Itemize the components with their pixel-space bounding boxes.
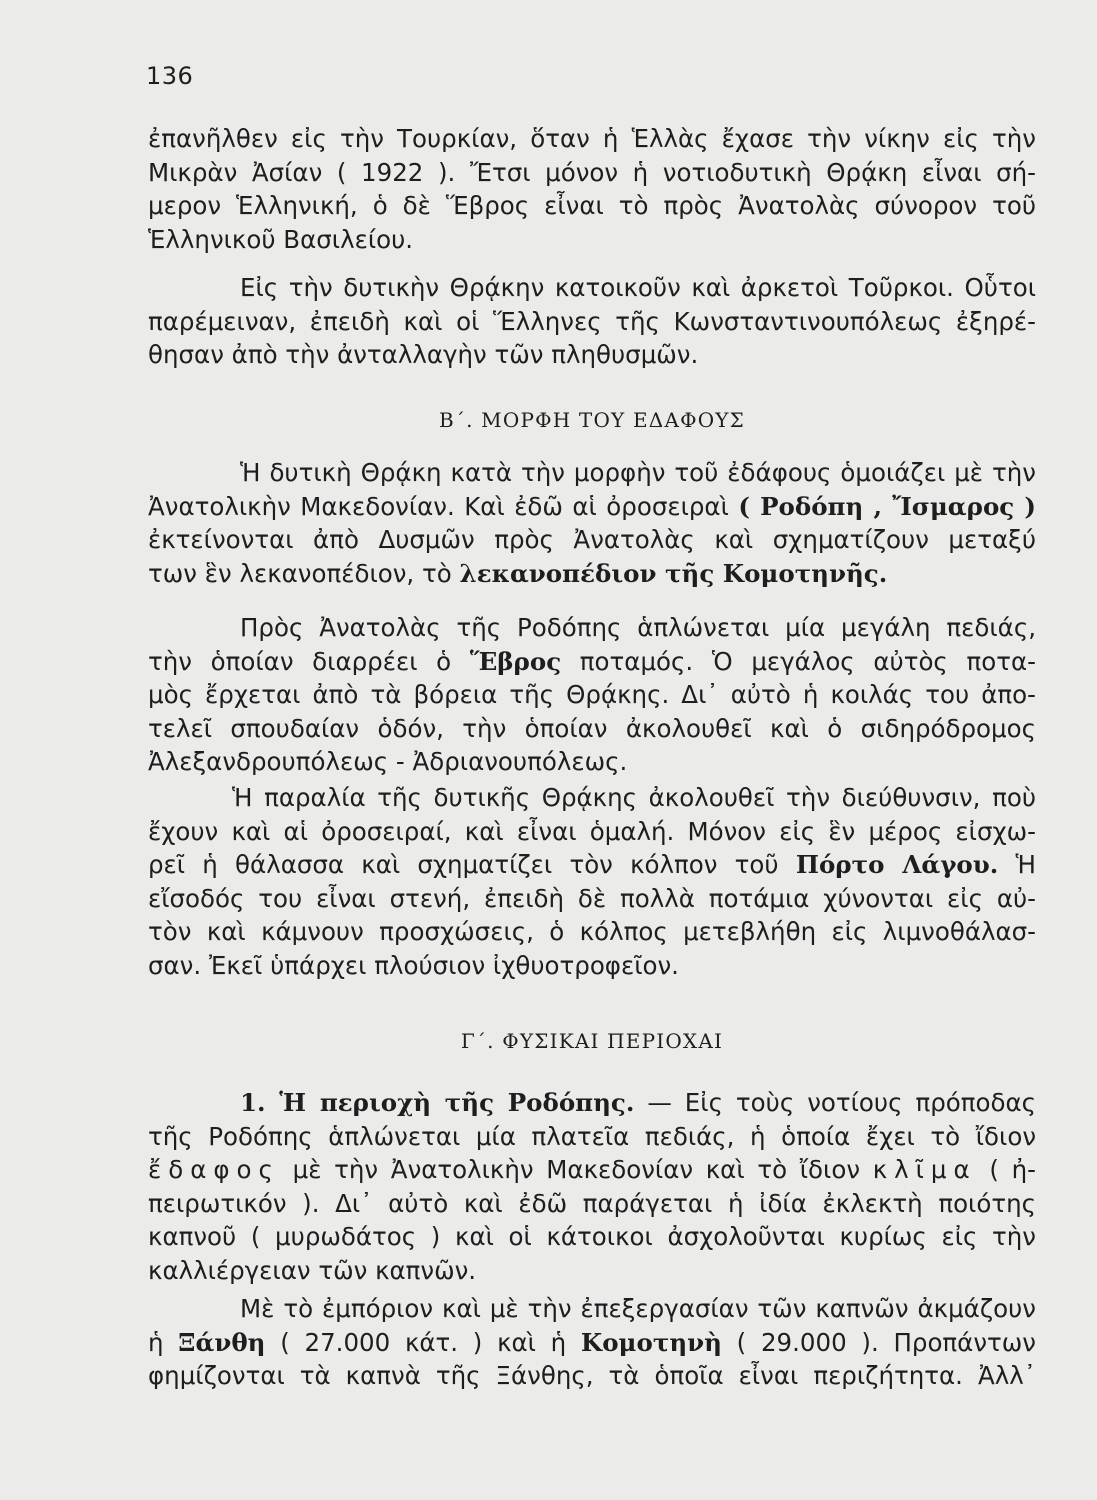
text-segment: ( 29.000 ). Προπάντων	[721, 1327, 1036, 1357]
text-line: Μὲ τὸ ἐμπόριον καὶ μὲ τὴν ἐπεξεργασίαν τῶν καπνῶν ἀκμάζουν	[240, 1294, 1036, 1323]
bold-term: λεκανοπέδιον τῆς Κομοτηνῆς.	[459, 558, 888, 588]
text-line: Ἑλληνικοῦ Βασιλείου.	[148, 224, 414, 254]
text-segment: ποταμός. Ὁ μεγάλος αὐτὸς ποτα-	[561, 646, 1036, 676]
text-line: μὸς ἔρχεται ἀπὸ τὰ βόρεια τῆς Θρᾴκης. Δι᾿ αὐτὸ ἡ κοιλάς του ἀπο-	[148, 680, 1036, 709]
bold-term: ( Ροδόπη , Ἴσμαρος )	[738, 491, 1036, 521]
text-segment: ( 27.000 κάτ. ) καὶ ἡ	[265, 1327, 581, 1357]
text-line: Ἡ δυτικὴ Θρᾴκη κατὰ τὴν μορφὴν τοῦ ἐδάφους ὁμοιάζει μὲ τὴν	[240, 458, 1036, 487]
text-line: ἐκτείνονται ἀπὸ Δυσμῶν πρὸς Ἀνατολὰς καὶ σχηματίζουν μεταξύ	[148, 525, 1036, 554]
bold-term: Ἕβρος	[469, 646, 562, 676]
text-line	[148, 557, 1036, 591]
text-segment: ( ἠ-	[976, 1155, 1036, 1184]
paragraph-3	[148, 456, 1036, 590]
text-line	[148, 848, 1036, 882]
text-line: καπνοῦ ( μυρωδάτος ) καὶ οἱ κάτοικοι ἀσχολοῦνται κυρίως εἰς τὴν	[148, 1222, 1036, 1251]
text-line: πειρωτικόν ). Δι᾿ αὐτὸ καὶ ἐδῶ παράγεται ἡ ἰδία ἐκλεκτὴ ποιότης	[148, 1188, 1036, 1218]
text-segment: — Εἰς τοὺς νοτίους πρόποδας	[634, 1088, 1036, 1117]
text-line: τὸν καὶ κάμνουν προσχώσεις, ὁ κόλπος μετεβλήθη εἰς λιμνοθάλασ-	[148, 917, 1036, 946]
text-line: ἔχουν καὶ αἱ ὀροσειραί, καὶ εἶναι ὁμαλή. Μόνον εἰς ἓν μέρος εἰσχω-	[148, 816, 1036, 846]
text-segment: ρεῖ ἡ θάλασσα καὶ σχηματίζει τὸν κόλπον τοῦ	[148, 850, 796, 879]
bold-term: Κομοτηνὴ	[580, 1327, 722, 1357]
text-line: Πρὸς Ἀνατολὰς τῆς Ροδόπης ἁπλώνεται μία μεγάλη πεδιάς,	[240, 613, 1036, 642]
paragraph-5	[148, 781, 1036, 982]
page-number: 136	[146, 62, 194, 90]
paragraph-2	[148, 271, 1036, 372]
paragraph-6	[148, 1086, 1036, 1287]
text-line	[148, 645, 1036, 679]
paragraph-4	[148, 611, 1036, 779]
text-line: Ἀλεξανδρουπόλεως - Ἀδριανουπόλεως.	[148, 747, 628, 776]
text-line: εἴσοδός του εἶναι στενή, ἐπειδὴ δὲ πολλὰ ποτάμια χύνονται εἰς αὐ-	[148, 883, 1036, 913]
paragraph-7	[148, 1292, 1036, 1393]
text-line	[148, 490, 1036, 524]
text-line: καλλιέργειαν τῶν καπνῶν.	[148, 1255, 477, 1285]
text-line: τελεῖ σπουδαίαν ὁδόν, τὴν ὁποίαν ἀκολουθεῖ καὶ ὁ σιδηρόδρομος	[148, 713, 1036, 743]
text-line: σαν. Ἐκεῖ ὑπάρχει πλούσιον ἰχθυοτροφεῖον.	[148, 950, 679, 980]
text-line	[148, 1326, 1036, 1360]
text-segment: ἡ	[148, 1327, 179, 1357]
text-line	[148, 1153, 1036, 1187]
text-line: θησαν ἀπὸ τὴν ἀνταλλαγὴν τῶν πληθυσμῶν.	[148, 340, 699, 369]
text-segment: μὲ τὴν Ἀνατολικὴν Μακεδονίαν καὶ τὸ ἴδιον	[279, 1155, 873, 1184]
text-segment: των ἓν λεκανοπέδιον, τὸ	[148, 558, 460, 588]
section-heading-c: Γ΄. ΦΥΣΙΚΑΙ ΠΕΡΙΟΧΑΙ	[460, 1029, 724, 1053]
text-line: τῆς Ροδόπης ἁπλώνεται μία πλατεῖα πεδιάς, ἡ ὁποία ἔχει τὸ ἴδιον	[148, 1121, 1036, 1151]
text-line: Ἡ παραλία τῆς δυτικῆς Θρᾴκης ἀκολουθεῖ τὴν διεύθυνσιν, ποὺ	[232, 783, 1036, 812]
text-line: μερον Ἑλληνική, ὁ δὲ Ἕβρος εἶναι τὸ πρὸς Ἀνατολὰς σύνορον τοῦ	[148, 191, 1036, 220]
text-line: παρέμειναν, ἐπειδὴ καὶ οἱ Ἕλληνες τῆς Κωνσταντινουπόλεως ἐξηρέ-	[148, 306, 1036, 336]
text-segment: Ἀνατολικὴν Μακεδονίαν. Καὶ ἐδῶ αἱ ὀροσειραὶ	[148, 491, 739, 521]
text-segment: Ἡ	[998, 850, 1036, 879]
bold-term: Πόρτο Λάγου.	[795, 850, 999, 879]
paragraph-1	[148, 122, 1036, 256]
spaced-term: κλῖμα	[872, 1155, 977, 1184]
text-segment: τὴν ὁποίαν διαρρέει ὁ	[148, 646, 470, 676]
text-line: Εἰς τὴν δυτικὴν Θρᾴκην κατοικοῦν καὶ ἀρκετοὶ Τοῦρκοι. Οὗτοι	[240, 273, 1036, 302]
text-line: Μικρὰν Ἀσίαν ( 1922 ). Ἔτσι μόνον ἡ νοτιοδυτικὴ Θρᾴκη εἶναι σή-	[148, 157, 1036, 187]
text-line	[148, 1086, 1036, 1120]
text-line: φημίζονται τὰ καπνὰ τῆς Ξάνθης, τὰ ὁποῖα εἶναι περιζήτητα. Ἀλλ᾿	[148, 1361, 1036, 1390]
section-heading-b: Β΄. ΜΟΡΦΗ ΤΟΥ ΕΔΑΦΟΥΣ	[438, 408, 746, 432]
spaced-term: ἔδαφος	[148, 1155, 280, 1184]
subsection-heading: 1. Ἡ περιοχὴ τῆς Ροδόπης.	[240, 1088, 635, 1117]
text-line: ἐπανῆλθεν εἰς τὴν Τουρκίαν, ὅταν ἡ Ἑλλὰς ἔχασε τὴν νίκην εἰς τὴν	[148, 124, 1036, 153]
bold-term: Ξάνθη	[178, 1327, 266, 1357]
